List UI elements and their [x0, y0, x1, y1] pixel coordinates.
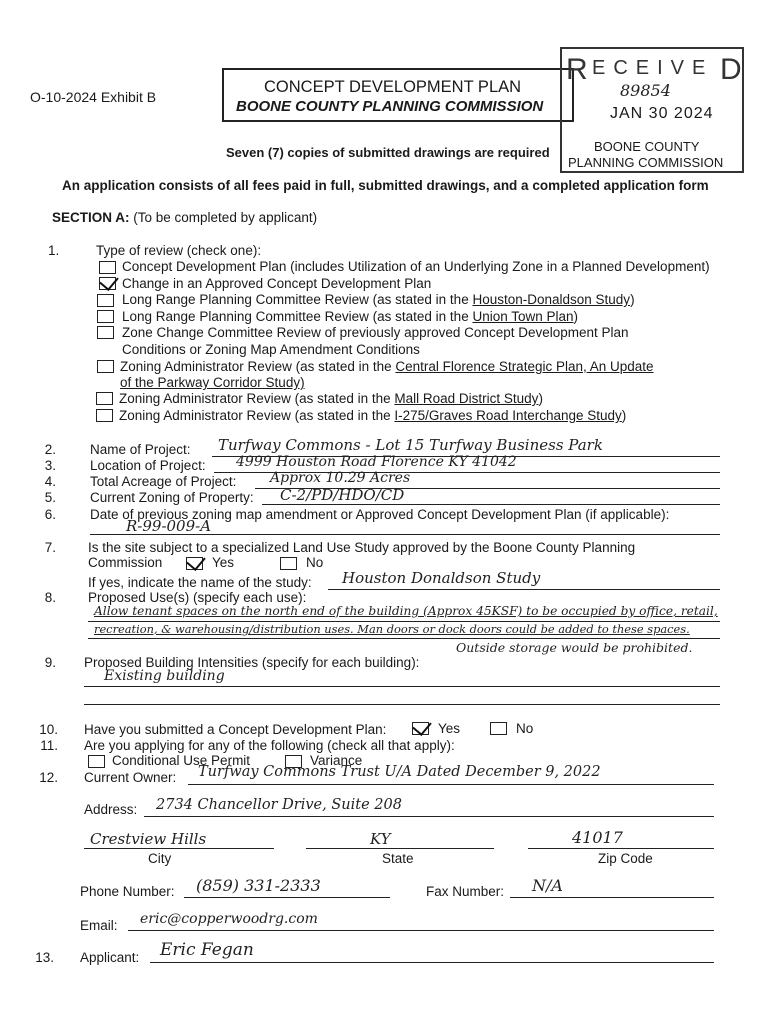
form-title: CONCEPT DEVELOPMENT PLAN	[264, 78, 522, 96]
acreage-value[interactable]: Approx 10.29 Acres	[270, 470, 411, 486]
q4-label: Total Acreage of Project:	[90, 474, 237, 489]
option-zone-change-cont: Conditions or Zoning Map Amendment Conditions	[122, 342, 420, 357]
stamp-number: 89854	[620, 81, 671, 100]
project-name-value[interactable]: Turfway Commons - Lot 15 Turfway Business Park	[218, 436, 603, 454]
address-label: Address:	[84, 802, 138, 817]
checkbox-conditional-use[interactable]	[88, 755, 105, 768]
email-value[interactable]: eric@copperwoodrg.com	[140, 911, 318, 927]
title-box	[222, 68, 574, 122]
copies-note: Seven (7) copies of submitted drawings are required	[226, 145, 550, 160]
q2-number: 2.	[44, 442, 56, 457]
received-stamp: R ECEIVE D 89854 JAN 30 2024 BOONE COUNTY PLANNING COMMISSION	[560, 47, 744, 173]
city-caption: City	[148, 851, 172, 866]
q10-label: Have you submitted a Concept Development Plan:	[84, 722, 387, 737]
study-no-label: No	[306, 555, 324, 570]
checkbox-long-range-houston[interactable]	[97, 294, 114, 307]
applicant-value[interactable]: Eric Fegan	[160, 940, 254, 960]
phone-value[interactable]: (859) 331-2333	[196, 876, 321, 895]
zoning-value[interactable]: C-2/PD/HDO/CD	[280, 486, 405, 504]
option-long-range-houston: Long Range Planning Committee Review (as stated in the Houston-Donaldson Study)	[122, 292, 635, 307]
q5-label: Current Zoning of Property:	[90, 490, 254, 505]
checkbox-zoning-mall-road[interactable]	[96, 392, 113, 405]
state-caption: State	[382, 851, 414, 866]
q13-label: Applicant:	[80, 950, 140, 965]
option-change-approved-plan: Change in an Approved Concept Development Plan	[122, 276, 432, 291]
q7-label: Is the site subject to a specialized Land Use Study approved by the Boone County Planning	[88, 540, 636, 555]
email-label: Email:	[80, 918, 118, 933]
q3-label: Location of Project:	[90, 458, 206, 473]
stamp-org-line1: BOONE COUNTY	[594, 139, 700, 154]
checkbox-plan-submitted-yes[interactable]	[412, 722, 429, 735]
proposed-use-line2[interactable]: recreation, & warehousing/distribution uses. Man doors or dock doors could be added to these spaces.	[94, 622, 690, 636]
option-zoning-mall-road: Zoning Administrator Review (as stated in the Mall Road District Study)	[119, 391, 543, 406]
checkbox-long-range-union[interactable]	[97, 310, 114, 323]
study-name-value[interactable]: Houston Donaldson Study	[342, 569, 541, 587]
exhibit-label: O-10-2024 Exhibit B	[30, 89, 157, 105]
previous-amendment-value[interactable]: R-99-009-A	[126, 517, 212, 535]
project-location-value[interactable]: 4999 Houston Road Florence KY 41042	[236, 454, 517, 470]
option-zoning-florence-cont: of the Parkway Corridor Study)	[120, 375, 305, 390]
checkbox-change-approved-plan[interactable]	[99, 277, 116, 290]
city-value[interactable]: Crestview Hills	[90, 830, 207, 848]
option-concept-plan: Concept Development Plan (includes Utilization of an Underlying Zone in a Planned Development)	[122, 259, 710, 274]
q13-number: 13.	[35, 950, 54, 965]
checkbox-zone-change[interactable]	[97, 326, 114, 339]
proposed-use-line3[interactable]: Outside storage would be prohibited.	[456, 640, 693, 655]
q1-number: 1.	[48, 243, 60, 258]
form-subtitle: BOONE COUNTY PLANNING COMMISSION	[236, 98, 544, 115]
q12-number: 12.	[39, 770, 58, 785]
plan-submitted-yes-label: Yes	[438, 721, 461, 736]
zip-caption: Zip Code	[598, 851, 653, 866]
q6-label: Date of previous zoning map amendment or Approved Concept Development Plan (if applicable):	[90, 507, 670, 522]
q1-label: Type of review (check one):	[96, 243, 262, 258]
q12-label: Current Owner:	[84, 770, 177, 785]
q10-number: 10.	[39, 722, 58, 737]
study-yes-label: Yes	[212, 555, 235, 570]
q7-number: 7.	[44, 540, 56, 555]
checkbox-zoning-graves[interactable]	[96, 409, 113, 422]
q5-number: 5.	[44, 490, 56, 505]
fax-label: Fax Number:	[426, 884, 505, 899]
option-zoning-florence: Zoning Administrator Review (as stated in the Central Florence Strategic Plan, An Update	[120, 359, 654, 374]
proposed-use-line1[interactable]: Allow tenant spaces on the north end of the building (Approx 45KSF) to be occupied by office, retail,	[94, 604, 718, 618]
checkbox-plan-submitted-no[interactable]	[490, 722, 507, 735]
address-value[interactable]: 2734 Chancellor Drive, Suite 208	[156, 797, 402, 813]
variance-label: Variance	[310, 753, 363, 768]
q7-label-cont: Commission	[88, 555, 163, 570]
current-owner-value[interactable]: Turfway Commons Trust U/A Dated December 9, 2022	[198, 764, 601, 780]
q8-label: Proposed Use(s) (specify each use):	[88, 590, 307, 605]
option-zoning-graves: Zoning Administrator Review (as stated in the I-275/Graves Road Interchange Study)	[119, 408, 627, 423]
checkbox-study-yes[interactable]	[186, 557, 203, 570]
checkbox-zoning-florence[interactable]	[97, 360, 114, 373]
q6-number: 6.	[44, 507, 56, 522]
q9-label: Proposed Building Intensities (specify for each building):	[84, 655, 420, 670]
q11-label: Are you applying for any of the following (check all that apply):	[84, 738, 455, 753]
section-a-heading: SECTION A: (To be completed by applicant)	[52, 210, 318, 225]
option-zone-change: Zone Change Committee Review of previously approved Concept Development Plan	[122, 325, 629, 340]
q2-label: Name of Project:	[90, 442, 191, 457]
zip-value[interactable]: 41017	[572, 828, 623, 847]
conditional-use-label: Conditional Use Permit	[112, 753, 251, 768]
study-name-label: If yes, indicate the name of the study:	[88, 575, 312, 590]
fax-value[interactable]: N/A	[532, 876, 563, 895]
phone-label: Phone Number:	[80, 884, 175, 899]
state-value[interactable]: KY	[370, 830, 391, 848]
q11-number: 11.	[40, 738, 58, 753]
q3-number: 3.	[44, 458, 56, 473]
option-long-range-union: Long Range Planning Committee Review (as stated in the Union Town Plan)	[122, 309, 579, 324]
building-intensity-value[interactable]: Existing building	[104, 668, 225, 684]
q8-number: 8.	[44, 590, 56, 605]
q9-number: 9.	[44, 655, 56, 670]
application-note: An application consists of all fees paid in full, submitted drawings, and a completed application form	[62, 178, 709, 193]
plan-submitted-no-label: No	[516, 721, 534, 736]
checkbox-study-no[interactable]	[280, 557, 297, 570]
q4-number: 4.	[44, 474, 56, 489]
stamp-date: JAN 30 2024	[610, 105, 714, 122]
stamp-org-line2: PLANNING COMMISSION	[568, 155, 724, 170]
